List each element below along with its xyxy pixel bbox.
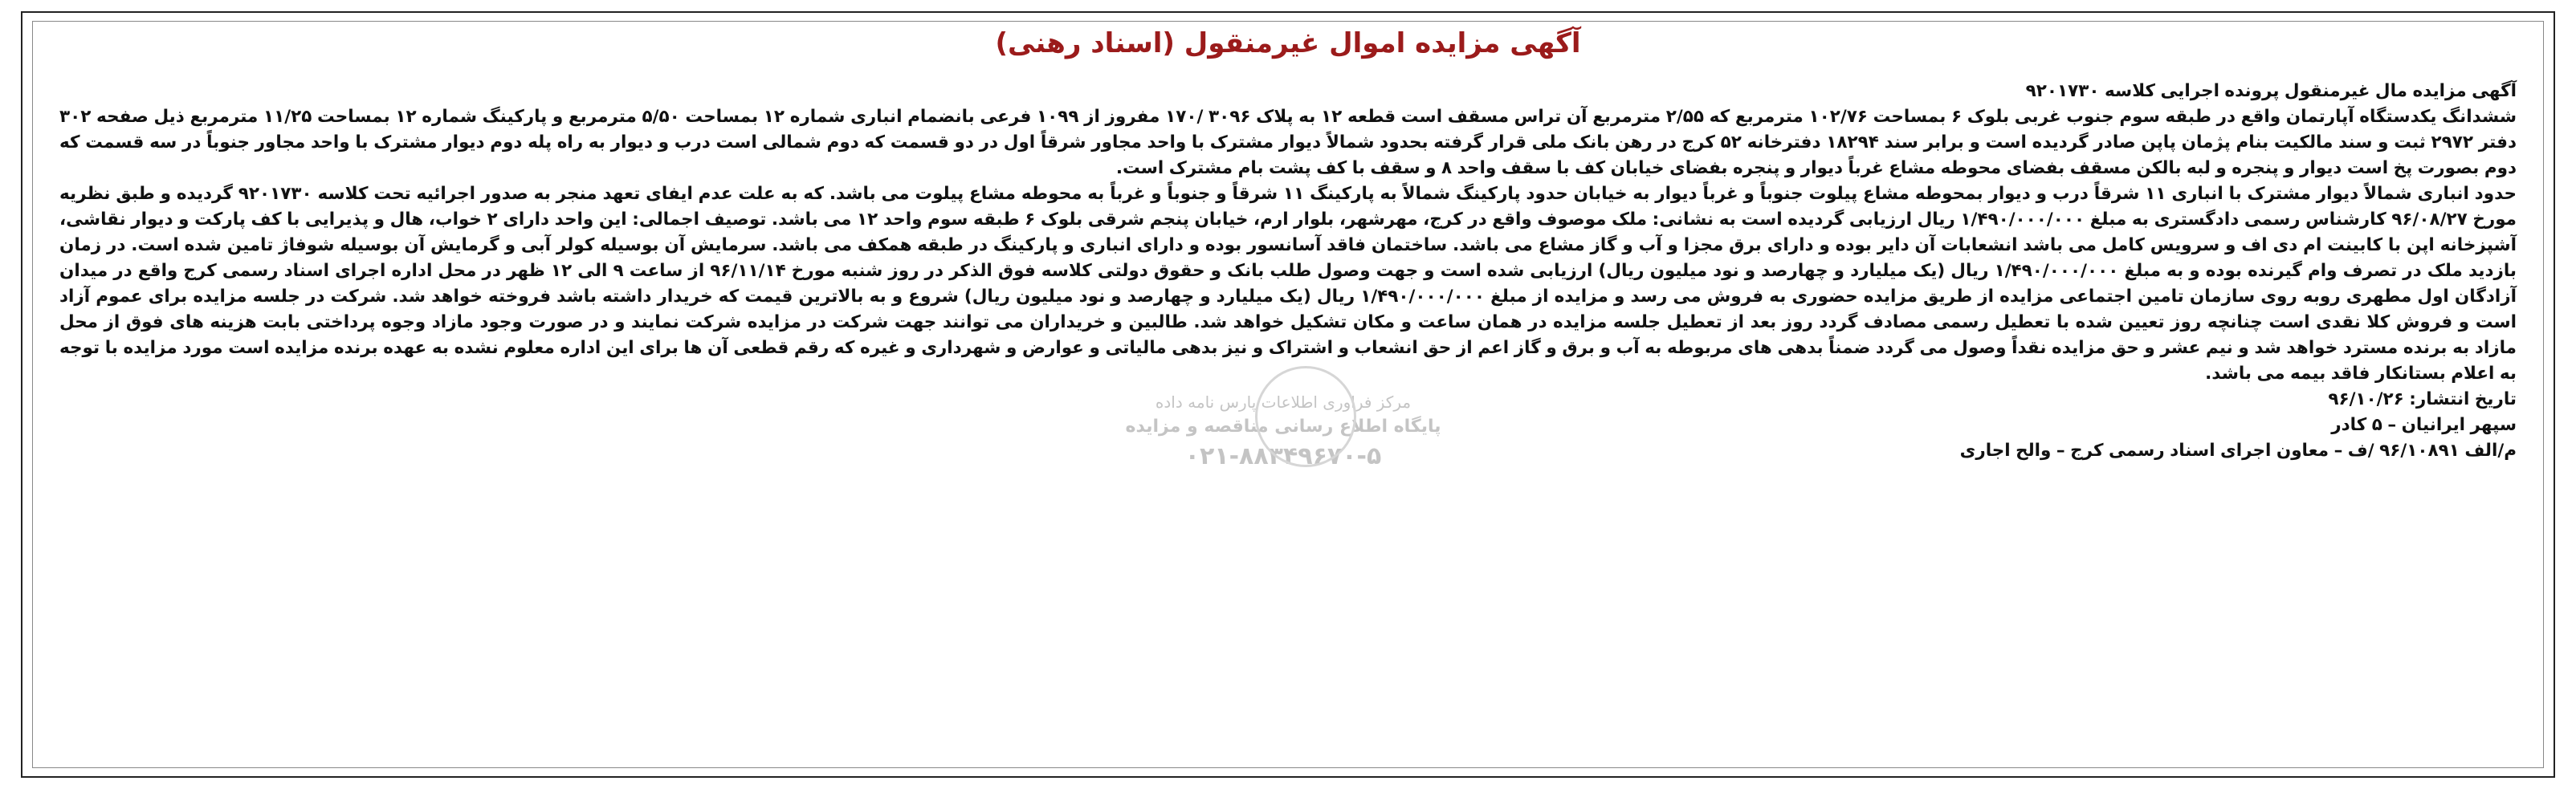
signature-line: م/الف ۹۶/۱۰۸۹۱ /ف – معاون اجرای اسناد رسمی کرج – والح اجاری	[1959, 441, 2517, 461]
watermark-line-1: مرکز فراوری اطلاعات پارس نامه داده	[1155, 392, 1412, 412]
notice-body	[59, 79, 2517, 464]
watermark-phone: ۰۲۱-۸۸۳۴۹۶۷۰-۵	[1184, 442, 1382, 470]
property-description-paragraph: ششدانگ یکدستگاه آپارتمان واقع در طبقه سوم جنوب غربی بلوک ۶ بمساحت ۱۰۲/۷۶ مترمربع که ۲/۵۵ مترمربع آن تراس مسقف است قطعه ۱۲ به پلاک ۳۰۹۶ /۱۷۰ مفروز از ۱۰۹۹ فرعی بانضمام انباری شماره ۱۲ بمساحت ۵/۵۰ مترمربع و پارکینگ شماره ۱۲ بمساحت ۱۱/۲۵ مترمربع ذیل صفحه ۳۰۲ دفتر ۲۹۷۲ ثبت و سند مالکیت بنام پژمان پاپن صادر گردیده است و برابر سند ۱۸۲۹۴ دفترخانه ۵۲ کرج در رهن بانک ملی قرار گرفته بحدود شمالاً دیوار مشترک با واحد مجاور شرقاً اول در دو قسمت که دوم شمالی است درب و دیوار به راه پله دوم دیوار مشترک با واحد مجاور جنوباً در سه قسمت که دوم بصورت پخ است دیوار و پنجره و لبه بالکن مسقف بفضای محوطه مشاع غرباً دیوار و پنجره بفضای خیابان کف با سقف واحد ۸ و سقف با کف پشت بام مشترک است.	[59, 107, 2517, 178]
newspaper-name: سپهر ایرانیان – ۵ کادر	[2331, 415, 2517, 435]
case-number-line: آگهی مزایده مال غیرمنقول پرونده اجرایی کلاسه ۹۲۰۱۷۳۰	[2025, 81, 2517, 101]
publish-date: تاریخ انتشار: ۹۶/۱۰/۲۶	[2328, 389, 2517, 409]
notice-frame	[21, 11, 2555, 778]
watermark-line-2: پایگاه اطلاع رسانی مناقصه و مزایده	[1125, 417, 1441, 437]
notice-title: آگهی مزایده اموال غیرمنقول (اسناد رهنی)	[995, 27, 1581, 59]
auction-terms-paragraph: حدود انباری شمالاً دیوار مشترک با انباری ۱۱ شرقاً درب و دیوار بمحوطه مشاع پیلوت جنوباً و غرباً دیوار به خیابان حدود پارکینگ شمالاً به پارکینگ ۱۱ شرقاً و جنوباً و غرباً به محوطه مشاع پیلوت می باشد. که به علت عدم ایفای تعهد منجر به صدور اجرائیه تحت کلاسه ۹۲۰۱۷۳۰ گردیده و طبق نظریه مورخ ۹۶/۰۸/۲۷ کارشناس رسمی دادگستری به مبلغ ۱/۴۹۰/۰۰۰/۰۰۰ ریال ارزیابی گردیده است به نشانی: ملک موصوف واقع در کرج، مهرشهر، بلوار ارم، خیابان پنجم شرقی بلوک ۶ طبقه سوم واحد ۱۲ می باشد. توصیف اجمالی: این واحد دارای ۲ خواب، هال و پذیرایی با کف پارکت و دیوار نقاشی، آشپزخانه اپن با کابینت ام دی اف و سرویس کامل می باشد انشعابات آن دایر بوده و دارای برق مجزا و آب و گاز مشاع می باشد. ساختمان فاقد آسانسور بوده و دارای انباری و پارکینگ در طبقه همکف می باشد. سرمایش آن بوسیله کولر آبی و گرمایش آن بوسیله شوفاژ تامین شده است. در زمان بازدید ملک در تصرف وام گیرنده بوده و به مبلغ ۱/۴۹۰/۰۰۰/۰۰۰ ریال (یک میلیارد و چهارصد و نود میلیون ریال) ارزیابی شده است و جهت وصول طلب بانک و حقوق دولتی کلاسه فوق الذکر در روز شنبه مورخ ۹۶/۱۱/۱۴ از ساعت ۹ الی ۱۲ ظهر در محل اداره اجرای اسناد رسمی کرج واقع در میدان آزادگان اول مطهری روبه روی سازمان تامین اجتماعی مزایده از طریق مزایده حضوری به فروش می رسد و مزایده از مبلغ ۱/۴۹۰/۰۰۰/۰۰۰ ریال (یک میلیارد و چهارصد و نود میلیون ریال) شروع و به بالاترین قیمت که خریدار داشته باشد فروخته خواهد شد. شرکت در جلسه مزایده برای عموم آزاد است و فروش کلا نقدی است چنانچه روز تعیین شده با تعطیل رسمی مصادف گردد روز بعد از تعطیل جلسه مزایده در همان ساعت و مکان تشکیل خواهد شد. طالبین و خریداران می توانند جهت شرکت در مزایده شرکت نمایند و در صورت وجود مازاد وجوه پرداختی بابت هزینه های فوق از محل مازاد به برنده مسترد خواهد شد و نیم عشر و حق مزایده نقداً وصول می گردد ضمناً بدهی های مربوطه به آب و برق و گاز اعم از حق انشعاب و اشتراک و نیز بدهی مالیاتی و عوارض و شهرداری و غیره که رقم قطعی آن ها برای این اداره معلوم نشده به عهده برنده مزایده است مورد مزایده با توجه به اعلام بستانکار فاقد بیمه می باشد.	[59, 184, 2517, 384]
